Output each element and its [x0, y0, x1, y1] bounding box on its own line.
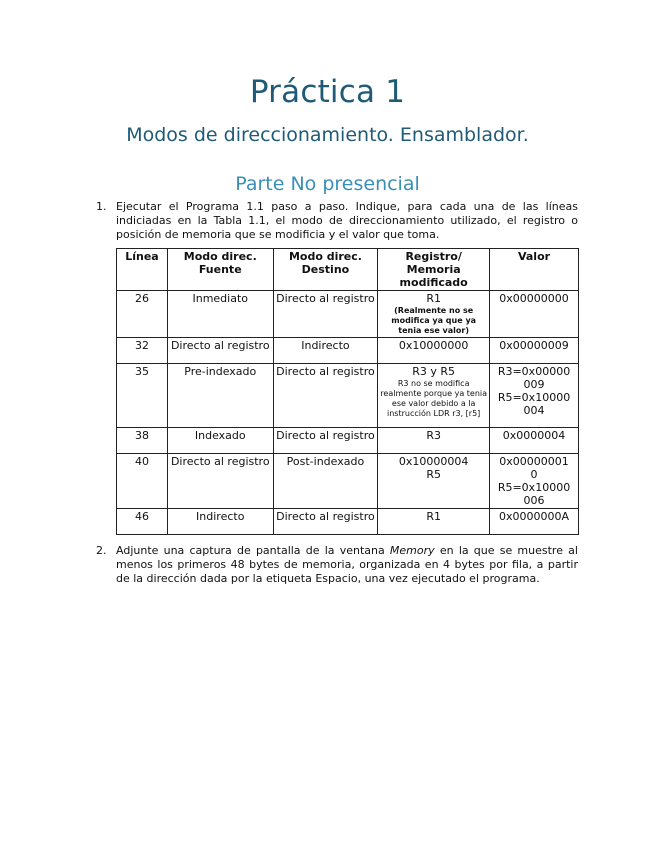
- cell-registro: 0x10000000: [378, 338, 490, 364]
- cell-registro: [378, 364, 490, 428]
- cell-fuente: Indexado: [167, 428, 273, 454]
- header-registro: Registro/ Memoria modificado: [378, 249, 490, 291]
- registro-value: R3 y R5: [412, 365, 456, 378]
- table-row: [117, 428, 579, 454]
- cell-valor: 0x00000009: [490, 338, 579, 364]
- section-heading: Parte No presencial: [235, 173, 420, 195]
- list-item: [96, 200, 578, 242]
- page-title: Práctica 1: [249, 74, 406, 110]
- header-fuente: Modo direc. Fuente: [167, 249, 273, 291]
- text-segment: Adjunte una captura de pantalla de la ventana: [116, 544, 390, 557]
- list-item-text: Ejecutar el Programa 1.1 paso a paso. Indique, para cada una de las líneas indiciadas en la Tabla 1.1, el modo de direccionamiento utilizado, el registro o posición de memoria que se modificia y el valor que toma.: [116, 200, 578, 241]
- cell-fuente: Inmediato: [167, 291, 273, 338]
- cell-valor: 0x0000000A: [490, 509, 579, 535]
- cell-linea: 46: [117, 509, 168, 535]
- list-item: [96, 544, 578, 586]
- cell-destino: Post-indexado: [273, 454, 378, 509]
- cell-destino: Indirecto: [273, 338, 378, 364]
- text-segment: en la que se muestre al menos los primeros 48 bytes de memoria, organizada en 4 bytes por fila, a partir de la dirección dada por la etiqueta Espacio, una vez ejecutado el programa.: [116, 544, 578, 585]
- addressing-table: [116, 248, 579, 535]
- cell-valor: 0x0000004: [490, 428, 579, 454]
- table-row: [117, 291, 579, 338]
- list-item-text: [116, 544, 578, 586]
- cell-valor: 0x00000001 0 R5=0x10000 006: [490, 454, 579, 509]
- registro-value: R1: [426, 292, 441, 305]
- cell-linea: 40: [117, 454, 168, 509]
- cell-linea: 35: [117, 364, 168, 428]
- cell-destino: Directo al registro: [273, 509, 378, 535]
- emphasized-window-name: Memory: [389, 544, 435, 557]
- registro-note: R3 no se modifica realmente porque ya tenia ese valor debido a la instrucción LDR r3, [r5]: [380, 379, 488, 418]
- cell-registro: R1: [378, 509, 490, 535]
- cell-fuente: Directo al registro: [167, 454, 273, 509]
- header-valor: Valor: [490, 249, 579, 291]
- table-row: [117, 509, 579, 535]
- cell-fuente: Directo al registro: [167, 338, 273, 364]
- cell-registro: [378, 291, 490, 338]
- header-linea: Línea: [117, 249, 168, 291]
- cell-linea: 32: [117, 338, 168, 364]
- table-row: [117, 338, 579, 364]
- table-row: [117, 364, 579, 428]
- header-destino: Modo direc. Destino: [273, 249, 378, 291]
- table-row: [117, 454, 579, 509]
- cell-valor: 0x00000000: [490, 291, 579, 338]
- list-item-number: 1.: [96, 200, 107, 213]
- registro-note: (Realmente no se modifica ya que ya tenia ese valor): [391, 306, 477, 335]
- cell-destino: Directo al registro: [273, 428, 378, 454]
- cell-fuente: Indirecto: [167, 509, 273, 535]
- cell-registro: 0x10000004 R5: [378, 454, 490, 509]
- list-item-number: 2.: [96, 544, 107, 557]
- table-header-row: [117, 249, 579, 291]
- page-subtitle: Modos de direccionamiento. Ensamblador.: [126, 124, 529, 146]
- cell-linea: 26: [117, 291, 168, 338]
- cell-valor: R3=0x00000 009 R5=0x10000 004: [490, 364, 579, 428]
- cell-destino: Directo al registro: [273, 291, 378, 338]
- cell-destino: Directo al registro: [273, 364, 378, 428]
- cell-linea: 38: [117, 428, 168, 454]
- cell-registro: R3: [378, 428, 490, 454]
- cell-fuente: Pre-indexado: [167, 364, 273, 428]
